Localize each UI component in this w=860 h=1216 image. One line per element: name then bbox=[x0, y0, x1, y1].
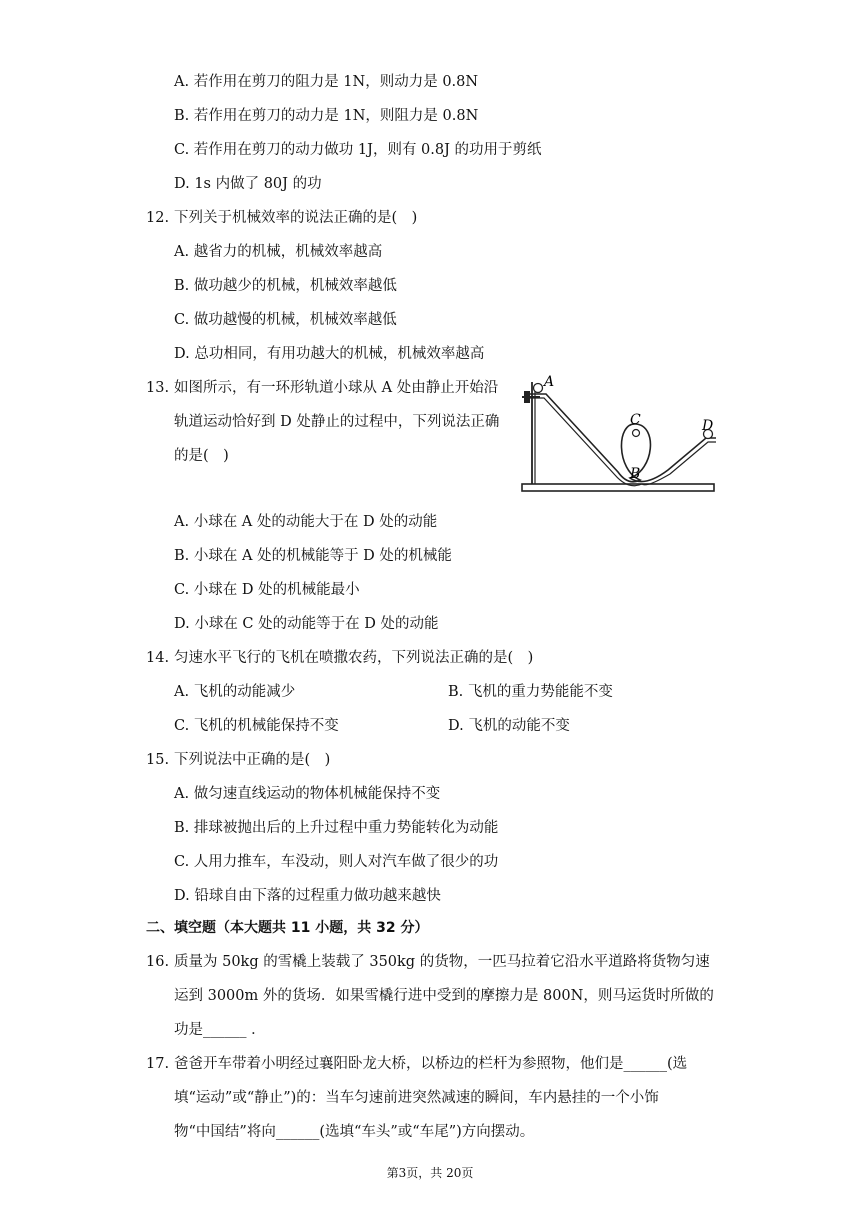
q13-option-d: D. 小球在 C 处的动能等于在 D 处的动能 bbox=[174, 616, 439, 632]
q17-line2: 填“运动”或“静止”)的：当车匀速前进突然减速的瞬间，车内悬挂的一个小饰 bbox=[174, 1090, 659, 1106]
q11-option-b: B. 若作用在剪刀的动力是 1N，则阻力是 0.8N bbox=[174, 108, 479, 124]
page-footer: 第3页，共 20页 bbox=[386, 1166, 474, 1180]
question-number: 12. bbox=[146, 210, 170, 226]
q14-option-b: B. 飞机的重力势能能不变 bbox=[448, 684, 613, 700]
q17-line3: 物“中国结”将向______(选填“车头”或“车尾”)方向摆动。 bbox=[174, 1124, 535, 1140]
question-number: 15. bbox=[146, 752, 170, 768]
label-c: C bbox=[630, 412, 641, 428]
q13-stem-line3: 的是( ) bbox=[174, 448, 229, 464]
q12-option-c: C. 做功越慢的机械，机械效率越低 bbox=[174, 312, 397, 328]
question-number: 17. bbox=[146, 1056, 170, 1072]
q12-option-a: A. 越省力的机械，机械效率越高 bbox=[174, 244, 383, 260]
question-number: 13. bbox=[146, 380, 170, 396]
q15-option-c: C. 人用力推车，车没动，则人对汽车做了很少的功 bbox=[174, 854, 499, 870]
question-stem-line1: 如图所示，有一环形轨道小球从 A 处由静止开始沿 bbox=[174, 380, 499, 396]
label-b: B bbox=[630, 466, 641, 482]
q14-option-c: C. 飞机的机械能保持不变 bbox=[174, 718, 339, 734]
q14-option-a: A. 飞机的动能减少 bbox=[174, 684, 296, 700]
loop-track-figure bbox=[520, 372, 720, 496]
q12-option-b: B. 做功越少的机械，机械效率越低 bbox=[174, 278, 397, 294]
question-stem: 匀速水平飞行的飞机在喷撒农药，下列说法正确的是( ) bbox=[174, 650, 534, 666]
question-15 bbox=[146, 750, 330, 770]
q16-line2: 运到 3000m 外的货场．如果雪橇行进中受到的摩擦力是 800N，则马运货时所做的 bbox=[174, 988, 714, 1004]
q13-option-a: A. 小球在 A 处的动能大于在 D 处的动能 bbox=[174, 514, 438, 530]
q12-option-d: D. 总功相同，有用功越大的机械，机械效率越高 bbox=[174, 346, 485, 362]
question-13 bbox=[146, 378, 498, 398]
label-d: D bbox=[702, 418, 714, 434]
question-16 bbox=[146, 952, 710, 972]
section-title: 二、填空题（本大题共 11 小题，共 32 分） bbox=[146, 920, 429, 936]
figure-track bbox=[530, 394, 716, 482]
q11-option-a: A. 若作用在剪刀的阻力是 1N，则动力是 0.8N bbox=[174, 74, 479, 90]
label-a: A bbox=[544, 374, 555, 390]
q15-option-d: D. 铅球自由下落的过程重力做功越来越快 bbox=[174, 888, 441, 904]
question-number: 14. bbox=[146, 650, 170, 666]
q13-stem-line2: 轨道运动恰好到 D 处静止的过程中，下列说法正确 bbox=[174, 414, 500, 430]
q15-option-b: B. 排球被抛出后的上升过程中重力势能转化为动能 bbox=[174, 820, 499, 836]
question-stem: 下列关于机械效率的说法正确的是( ) bbox=[174, 210, 418, 226]
ball-a bbox=[534, 384, 543, 393]
q16-line3: 功是______ ． bbox=[174, 1022, 266, 1038]
question-17 bbox=[146, 1054, 687, 1074]
ball-c bbox=[633, 430, 640, 437]
q15-option-a: A. 做匀速直线运动的物体机械能保持不变 bbox=[174, 786, 441, 802]
q13-option-b: B. 小球在 A 处的机械能等于 D 处的机械能 bbox=[174, 548, 452, 564]
question-line1: 爸爸开车带着小明经过襄阳卧龙大桥，以桥边的栏杆为参照物，他们是______(选 bbox=[174, 1056, 688, 1072]
question-14 bbox=[146, 648, 533, 668]
figure-base bbox=[522, 484, 714, 491]
question-number: 16. bbox=[146, 954, 170, 970]
q11-option-d: D. 1s 内做了 80J 的功 bbox=[174, 176, 322, 192]
question-12 bbox=[146, 208, 417, 228]
q11-option-c: C. 若作用在剪刀的动力做功 1J，则有 0.8J 的功用于剪纸 bbox=[174, 142, 542, 158]
question-stem: 下列说法中正确的是( ) bbox=[174, 752, 331, 768]
q14-option-d: D. 飞机的动能不变 bbox=[448, 718, 570, 734]
question-line1: 质量为 50kg 的雪橇上装载了 350kg 的货物，一匹马拉着它沿水平道路将货物匀速 bbox=[174, 954, 710, 970]
q13-option-c: C. 小球在 D 处的机械能最小 bbox=[174, 582, 360, 598]
